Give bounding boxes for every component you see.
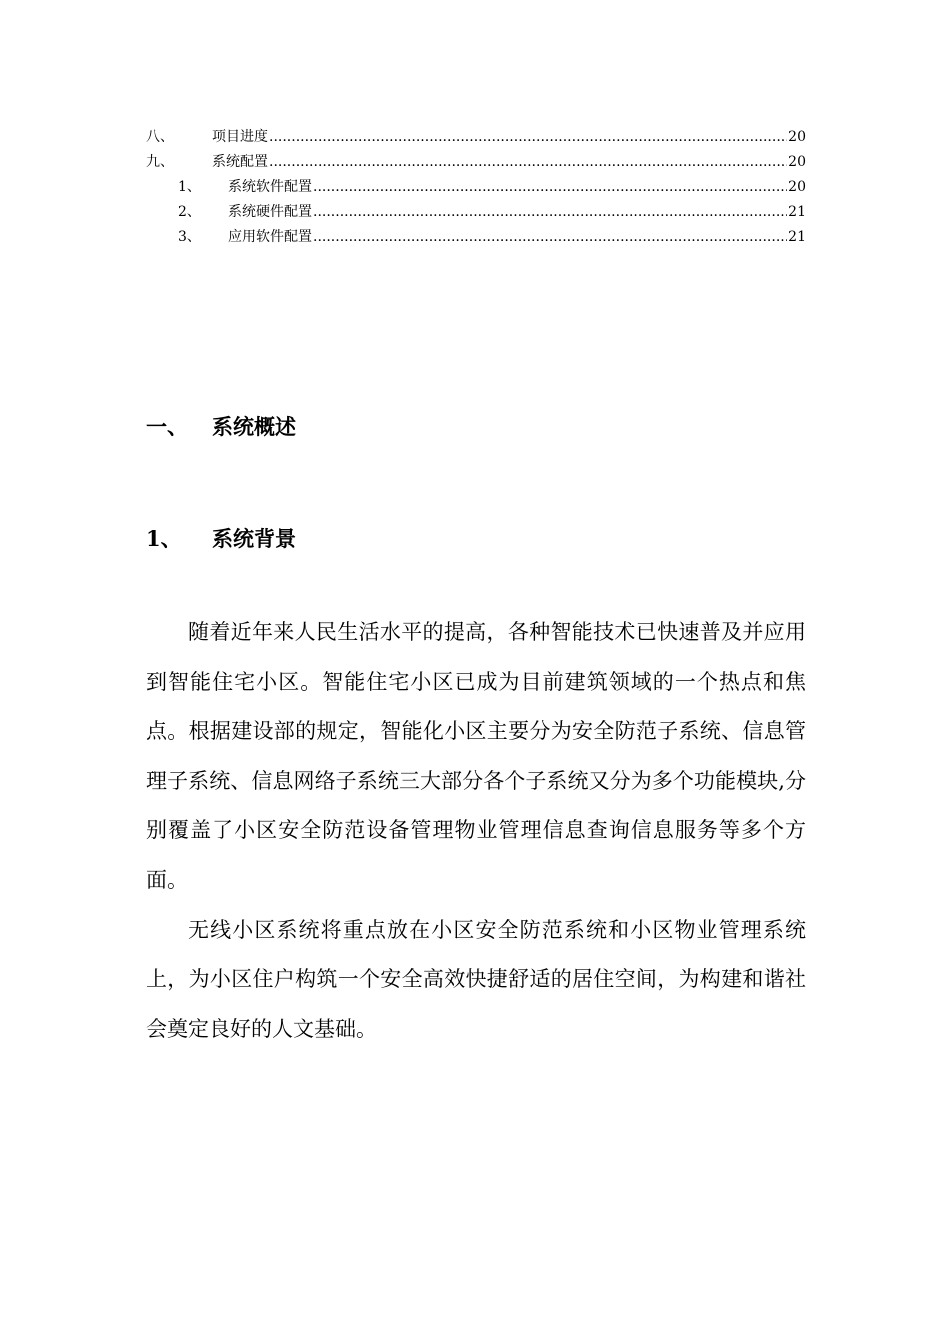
toc-entry-page: 20: [788, 179, 806, 195]
subsection-title: 系统背景: [212, 526, 296, 551]
toc-entry-title: 系统配置: [212, 154, 268, 170]
table-of-contents: [146, 128, 806, 253]
paragraph: 无线小区系统将重点放在小区安全防范系统和小区物业管理系统上，为小区住户构筑一个安全高效快捷舒适的居住空间，为构建和谐社会奠定良好的人文基础。: [146, 917, 806, 1041]
toc-entry-number: 1、: [178, 179, 201, 195]
subsection-heading: [146, 524, 296, 554]
toc-leader-dots: [313, 228, 787, 246]
toc-entry-page: 21: [788, 204, 806, 220]
toc-entry[interactable]: [146, 128, 806, 153]
toc-leader-dots: [269, 153, 787, 171]
toc-entry-page: 21: [788, 229, 806, 245]
toc-entry[interactable]: [146, 203, 806, 228]
toc-entry-page: 20: [788, 154, 806, 170]
toc-leader-dots: [313, 178, 787, 196]
toc-entry[interactable]: [146, 153, 806, 178]
section-title: 系统概述: [212, 414, 296, 439]
toc-entry-number: 2、: [178, 204, 201, 220]
paragraph: 随着近年来人民生活水平的提高，各种智能技术已快速普及并应用到智能住宅小区。智能住宅小区已成为目前建筑领域的一个热点和焦点。根据建设部的规定，智能化小区主要分为安全防范子系统、信息管理子系统、信息网络子系统三大部分各个子系统又分为多个功能模块,分别覆盖了小区安全防范设备管理物业管理信息查询信息服务等多个方面。: [146, 620, 806, 892]
toc-entry-page: 20: [788, 129, 806, 145]
section-heading: [146, 412, 296, 442]
toc-leader-dots: [313, 203, 787, 221]
toc-entry-title: 系统硬件配置: [228, 204, 312, 220]
toc-entry-number: 3、: [178, 229, 201, 245]
subsection-number: 1、: [146, 526, 182, 551]
section-number: 一、: [146, 414, 188, 439]
toc-leader-dots: [269, 128, 787, 146]
toc-entry[interactable]: [146, 178, 806, 203]
toc-entry-title: 应用软件配置: [228, 229, 312, 245]
toc-entry-title: 项目进度: [212, 129, 268, 145]
toc-entry-number: 九、: [146, 154, 174, 170]
toc-entry[interactable]: [146, 228, 806, 253]
toc-entry-number: 八、: [146, 129, 174, 145]
toc-entry-title: 系统软件配置: [228, 179, 312, 195]
body-text: [146, 608, 806, 1054]
